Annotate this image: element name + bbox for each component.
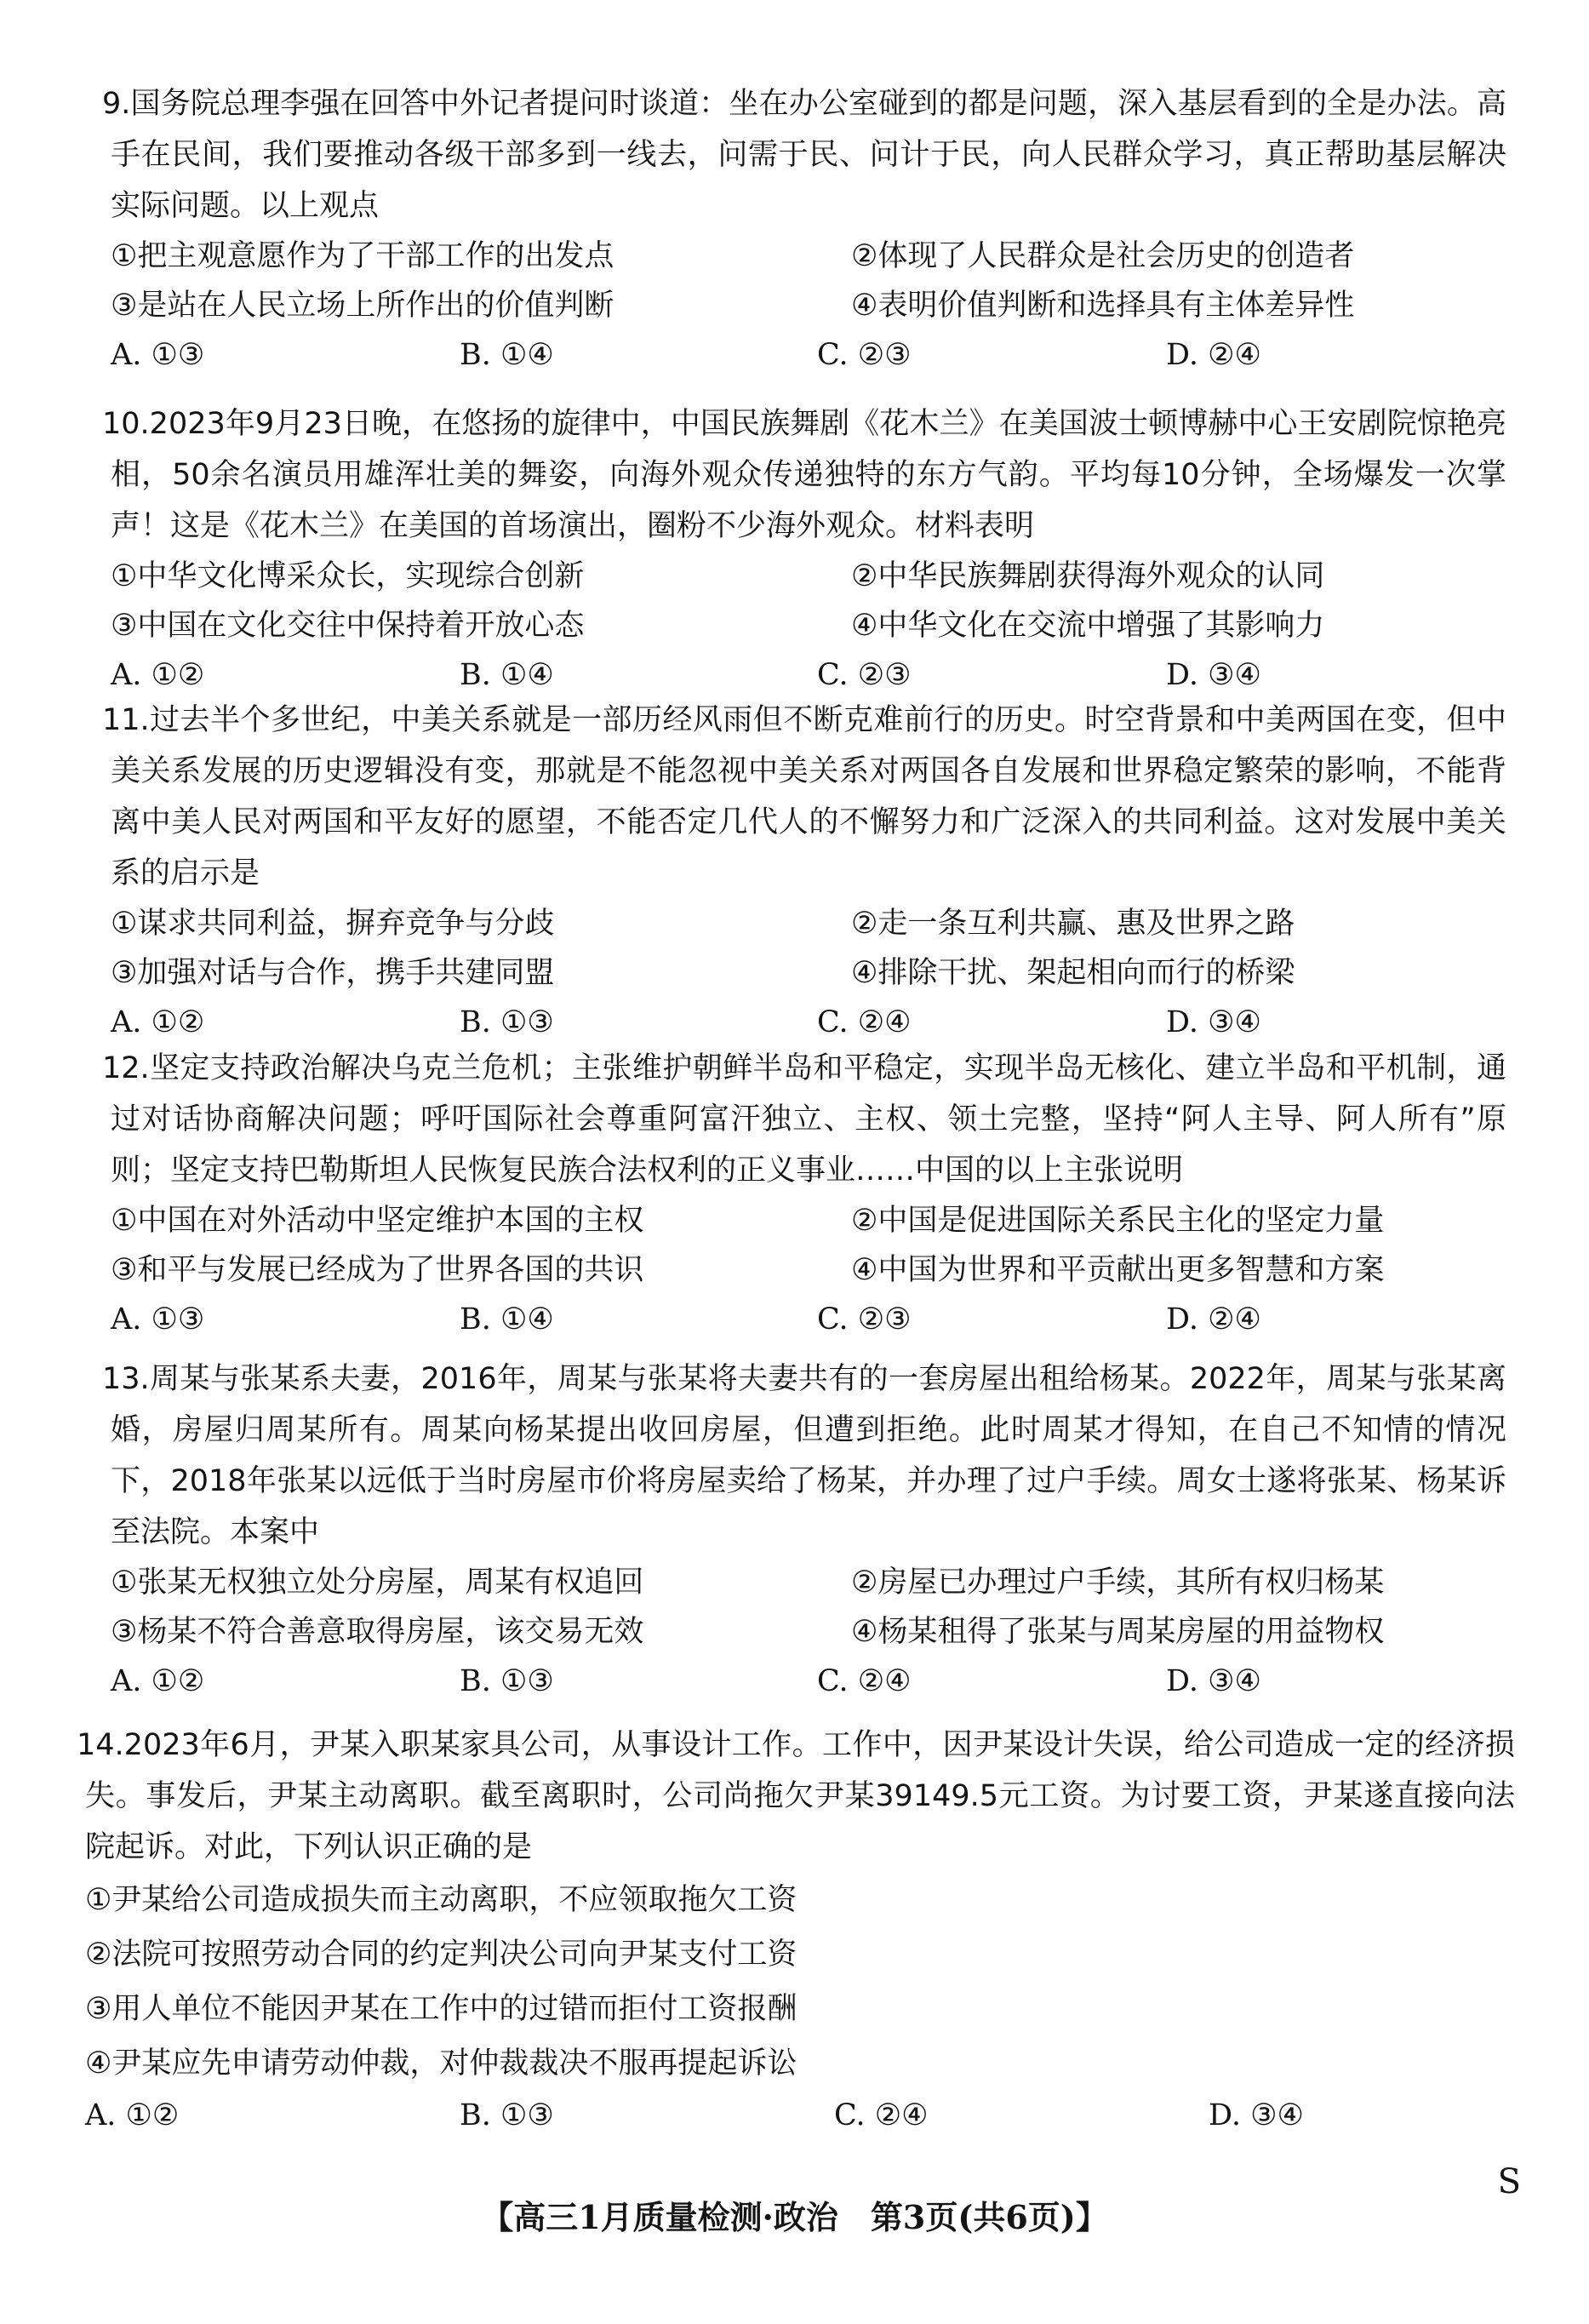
question-stem bbox=[102, 78, 1506, 232]
question-14 bbox=[77, 1720, 1515, 2140]
answer-choices bbox=[111, 1295, 1506, 1344]
answer-c: C. ②③ bbox=[817, 658, 912, 692]
question-stem bbox=[102, 1354, 1506, 1558]
question-stem bbox=[102, 695, 1506, 899]
question-number: 10. bbox=[102, 407, 150, 441]
corner-mark: S bbox=[1497, 2162, 1521, 2201]
option-3: ③是站在人民立场上所作出的价值判断 bbox=[111, 289, 614, 323]
option-4: ④杨某租得了张某与周某房屋的用益物权 bbox=[851, 1615, 1385, 1649]
answer-choices bbox=[111, 330, 1506, 380]
answer-a: A. ①② bbox=[111, 1005, 205, 1039]
option-1: ①把主观意愿作为了干部工作的出发点 bbox=[111, 239, 614, 273]
question-text: 坚定支持政治解决乌克兰危机；主张维护朝鲜半岛和平稳定，实现半岛无核化、建立半岛和平机制，通过对话协商解决问题；呼吁国际社会尊重阿富汗独立、主权、领土完整，坚持“阿人主导、阿人所有”原则；坚定支持巴勒斯坦人民恢复民族合法权利的正义事业……中国的以上主张说明 bbox=[111, 1051, 1506, 1188]
answer-c: C. ②④ bbox=[834, 2098, 929, 2132]
question-11 bbox=[102, 695, 1506, 1047]
answer-d: D. ②④ bbox=[1166, 1302, 1261, 1337]
answer-b: B. ①③ bbox=[460, 1005, 554, 1039]
answer-d: D. ③④ bbox=[1166, 658, 1261, 692]
option-2: ②中国是促进国际关系民主化的坚定力量 bbox=[851, 1204, 1385, 1238]
option-4: ④尹某应先申请劳动仲裁，对仲裁裁决不服再提起诉讼 bbox=[85, 2046, 797, 2081]
answer-c: C. ②④ bbox=[817, 1005, 912, 1039]
answer-b: B. ①③ bbox=[460, 2098, 554, 2132]
answer-a: A. ①② bbox=[111, 1664, 205, 1698]
option-list bbox=[85, 1873, 1515, 2091]
question-text: 国务院总理李强在回答中外记者提问时谈道：坐在办公室碰到的都是问题，深入基层看到的全是办法。高手在民间，我们要推动各级干部多到一线去，问需于民、问计于民，向人民群众学习，真正帮助基层解决实际问题。以上观点 bbox=[111, 87, 1506, 223]
option-1: ①尹某给公司造成损失而主动离职，不应领取拖欠工资 bbox=[85, 1883, 797, 1917]
question-number: 14. bbox=[77, 1728, 124, 1762]
answer-d: D. ③④ bbox=[1209, 2098, 1304, 2132]
question-stem bbox=[77, 1720, 1515, 1873]
option-list bbox=[111, 552, 1506, 650]
option-list bbox=[111, 232, 1506, 330]
answer-choices bbox=[111, 998, 1506, 1047]
answer-d: D. ②④ bbox=[1166, 338, 1261, 372]
option-2: ②走一条互利共赢、惠及世界之路 bbox=[851, 907, 1295, 941]
answer-a: A. ①② bbox=[111, 658, 205, 692]
question-text: 过去半个多世纪，中美关系就是一部历经风雨但不断克难前行的历史。时空背景和中美两国在变，但中美关系发展的历史逻辑没有变，那就是不能忽视中美关系对两国各自发展和世界稳定繁荣的影响，不能背离中美人民对两国和平友好的愿望，不能否定几代人的不懈努力和广泛深入的共同利益。这对发展中美关系的启示是 bbox=[111, 703, 1506, 890]
answer-b: B. ①④ bbox=[460, 658, 554, 692]
question-stem bbox=[102, 398, 1506, 552]
option-list bbox=[111, 899, 1506, 998]
answer-a: A. ①② bbox=[85, 2098, 180, 2132]
answer-choices bbox=[85, 2091, 1515, 2140]
option-1: ①中国在对外活动中坚定维护本国的主权 bbox=[111, 1204, 644, 1238]
question-stem bbox=[102, 1043, 1506, 1196]
answer-choices bbox=[111, 1657, 1506, 1706]
question-text: 2023年6月，尹某入职某家具公司，从事设计工作。工作中，因尹某设计失误，给公司造成一定的经济损失。事发后，尹某主动离职。截至离职时，公司尚拖欠尹某39149.5元工资。为讨要工资，尹某遂直接向法院起诉。对此，下列认识正确的是 bbox=[85, 1728, 1515, 1864]
option-2: ②法院可按照劳动合同的约定判决公司向尹某支付工资 bbox=[85, 1938, 797, 1972]
answer-b: B. ①③ bbox=[460, 1664, 554, 1698]
answer-a: A. ①③ bbox=[111, 338, 205, 372]
option-2: ②体现了人民群众是社会历史的创造者 bbox=[851, 239, 1355, 273]
answer-c: C. ②③ bbox=[817, 1302, 912, 1337]
answer-b: B. ①④ bbox=[460, 338, 554, 372]
option-4: ④表明价值判断和选择具有主体差异性 bbox=[851, 289, 1355, 323]
answer-c: C. ②④ bbox=[817, 1664, 912, 1698]
option-list bbox=[111, 1558, 1506, 1657]
question-number: 13. bbox=[102, 1362, 150, 1396]
answer-d: D. ③④ bbox=[1166, 1005, 1261, 1039]
question-text: 周某与张某系夫妻，2016年，周某与张某将夫妻共有的一套房屋出租给杨某。2022年，周某与张某离婚，房屋归周某所有。周某向杨某提出收回房屋，但遭到拒绝。此时周某才得知，在自己不知情的情况下，2018年张某以远低于当时房屋市价将房屋卖给了杨某，并办理了过户手续。周女士遂将张某、杨某诉至法院。本案中 bbox=[111, 1362, 1506, 1549]
question-number: 11. bbox=[102, 703, 150, 737]
option-4: ④中国为世界和平贡献出更多智慧和方案 bbox=[851, 1253, 1385, 1287]
option-2: ②中华民族舞剧获得海外观众的认同 bbox=[851, 559, 1325, 593]
option-2: ②房屋已办理过户手续，其所有权归杨某 bbox=[851, 1566, 1385, 1600]
answer-d: D. ③④ bbox=[1166, 1664, 1261, 1698]
option-1: ①谋求共同利益，摒弃竞争与分歧 bbox=[111, 907, 555, 941]
question-number: 9. bbox=[102, 87, 131, 121]
question-9 bbox=[102, 78, 1506, 380]
question-12 bbox=[102, 1043, 1506, 1344]
answer-c: C. ②③ bbox=[817, 338, 912, 372]
option-1: ①中华文化博采众长，实现综合创新 bbox=[111, 559, 585, 593]
option-3: ③用人单位不能因尹某在工作中的过错而拒付工资报酬 bbox=[85, 1992, 797, 2026]
answer-choices bbox=[111, 650, 1506, 700]
answer-a: A. ①③ bbox=[111, 1302, 205, 1337]
question-number: 12. bbox=[102, 1051, 150, 1085]
option-4: ④排除干扰、架起相向而行的桥梁 bbox=[851, 956, 1295, 990]
answer-b: B. ①④ bbox=[460, 1302, 554, 1337]
option-4: ④中华文化在交流中增强了其影响力 bbox=[851, 609, 1325, 643]
option-3: ③中国在文化交往中保持着开放心态 bbox=[111, 609, 585, 643]
option-3: ③杨某不符合善意取得房屋，该交易无效 bbox=[111, 1615, 644, 1649]
option-3: ③和平与发展已经成为了世界各国的共识 bbox=[111, 1253, 644, 1287]
question-13 bbox=[102, 1354, 1506, 1706]
page-footer: 【高三1月质量检测·政治 第3页(共6页)】 bbox=[481, 2198, 1108, 2236]
option-1: ①张某无权独立处分房屋，周某有权追回 bbox=[111, 1566, 644, 1600]
option-3: ③加强对话与合作，携手共建同盟 bbox=[111, 956, 555, 990]
question-text: 2023年9月23日晚，在悠扬的旋律中，中国民族舞剧《花木兰》在美国波士顿博赫中心王安剧院惊艳亮相，50余名演员用雄浑壮美的舞姿，向海外观众传递独特的东方气韵。平均每10分钟，全场爆发一次掌声！这是《花木兰》在美国的首场演出，圈粉不少海外观众。材料表明 bbox=[111, 407, 1506, 543]
option-list bbox=[111, 1196, 1506, 1295]
question-10 bbox=[102, 398, 1506, 700]
